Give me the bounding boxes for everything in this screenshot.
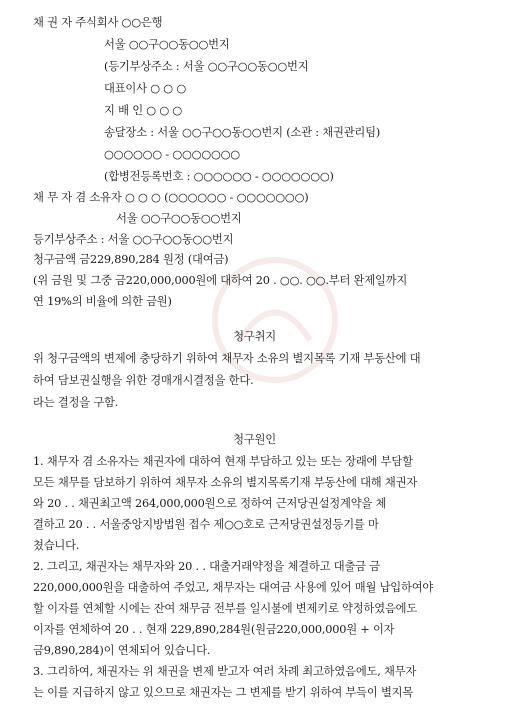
purpose-line: 라는 결정을 구함. [33,396,119,409]
creditor-registration-number: ○○○○○○ - ○○○○○○○ [104,148,240,161]
cause-line: 이자를 연체하여 20 . . 현재 229,890,284원(원금220,000,000원 + 이자 [33,623,395,636]
debtor-label-line: 채 무 자 겸 소유자 ○ ○ ○ (○○○○○○ - ○○○○○○○) [33,191,309,204]
claim-interest-note: (위 금원 및 그중 금220,000,000원에 대하여 20 . ○○. ○○.부터 완제일까지 [33,274,408,287]
cause-line: 3. 그리하여, 채권자는 위 채권을 변제 받고자 여러 차례 최고하였음에도, 채무자 [33,665,417,678]
cause-line: 모든 채무를 담보하기 위하여 채무자 소유의 별지목록기재 부동산에 대해 채권자 [33,476,418,489]
watermark-seal-icon [200,245,350,395]
creditor-registered-address: (등기부상주소 : 서울 ○○구○○동○○번지 [104,60,309,73]
cause-line: 결하고 20 . . 서울중앙지방법원 접수 제○○호로 근저당권설정등기를 마 [33,518,379,531]
creditor-pre-merger-number: (합병전등록번호 : ○○○○○○ - ○○○○○○○) [104,170,334,183]
cause-line: 는 이를 지급하지 않고 있으므로 채권자는 그 변제를 받기 위하여 부득이 별지목 [33,686,414,699]
cause-line: 와 20 . . 채권최고액 264,000,000원으로 정하여 근저당권설정계약을 체 [33,497,387,510]
cause-heading: 청구원인 [233,433,276,446]
debtor-address: 서울 ○○구○○동○○번지 [116,212,242,225]
creditor-address: 서울 ○○구○○동○○번지 [104,38,230,51]
debtor-registered-address: 등기부상주소 : 서울 ○○구○○동○○번지 [33,233,234,246]
cause-line: 쳤습니다. [33,539,80,552]
purpose-line: 위 청구금액의 변제에 충당하기 위하여 채무자 소유의 별지목록 기재 부동산에 대 [33,352,421,365]
creditor-representative: 대표이사 ○ ○ ○ [104,82,186,95]
cause-line: 1. 채무자 겸 소유자는 채권자에 대하여 현재 부담하고 있는 또는 장래에 부담할 [33,455,413,468]
creditor-manager: 지 배 인 ○ ○ ○ [104,104,183,117]
claim-amount: 청구금액 금229,890,284 원정 (대여금) [33,253,229,266]
cause-line: 220,000,000원을 대출하여 주었고, 채무자는 대여금 사용에 있어 매월 납입하여야 [33,581,434,594]
claim-interest-rate: 연 19%의 비율에 의한 금원) [33,295,172,308]
cause-line: 금9,890,284)이 연체되어 있습니다. [33,644,211,657]
cause-line: 할 이자를 연체할 시에는 잔여 채무금 전부를 일시불에 변제키로 약정하였음에도 [33,602,418,615]
purpose-line: 하여 담보권실행을 위한 경매개시결정을 한다. [33,374,254,387]
purpose-heading: 청구취지 [233,330,276,343]
cause-line: 2. 그리고, 채권자는 채무자와 20 . . 대출거래약정을 체결하고 대출금 금 [33,560,380,573]
creditor-label-line: 채 권 자 주식회사 ○○은행 [33,16,163,29]
creditor-service-address: 송달장소 : 서울 ○○구○○동○○번지 (소관 : 채권관리팀) [104,126,381,139]
